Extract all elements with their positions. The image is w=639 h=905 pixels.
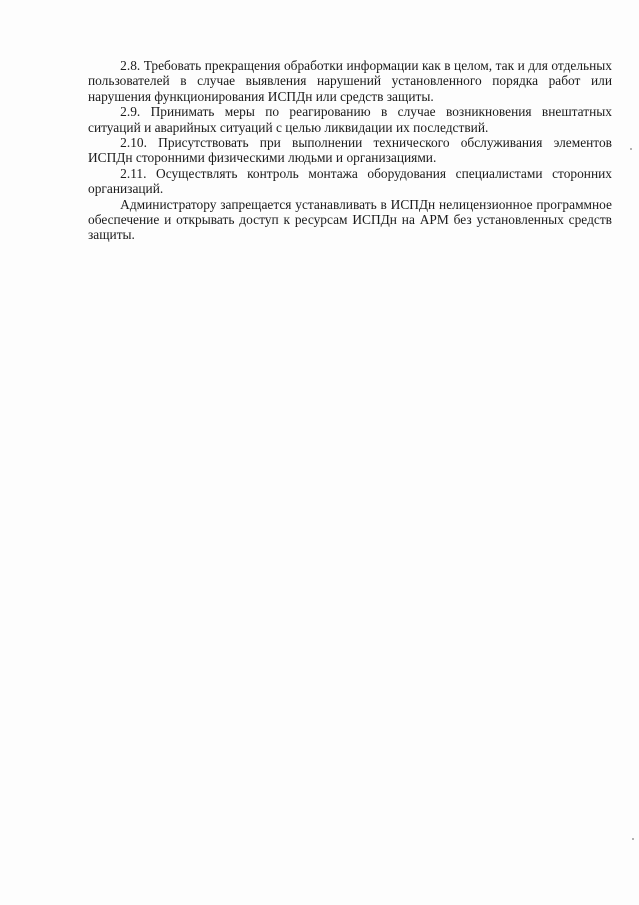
- paragraph-2-11: 2.11. Осуществлять контроль монтажа оборудования специалистами сторонних организаций.: [88, 165, 612, 197]
- scan-speck: [632, 838, 634, 840]
- paragraph-administrator-prohibition: Администратору запрещается устанавливать в ИСПДн нелицензионное программное обеспечение и открывать доступ к ресурсам ИСПДн на АРМ без установленных средств защиты.: [88, 196, 612, 243]
- paragraph-2-9: 2.9. Принимать меры по реагированию в случае возникновения внештатных ситуаций и аварийных ситуаций с целью ликвидации их последствий.: [88, 104, 612, 135]
- document-body: [88, 58, 612, 243]
- scan-speck: [630, 148, 632, 150]
- paragraph-2-8: 2.8. Требовать прекращения обработки информации как в целом, так и для отдельных пользователей в случае выявления нарушений установленного порядка работ или нарушения функционирования ИСПДн или средств защиты.: [88, 58, 612, 104]
- paragraph-2-10: 2.10. Присутствовать при выполнении технического обслуживания элементов ИСПДн сторонними физическими людьми и организациями.: [88, 135, 612, 166]
